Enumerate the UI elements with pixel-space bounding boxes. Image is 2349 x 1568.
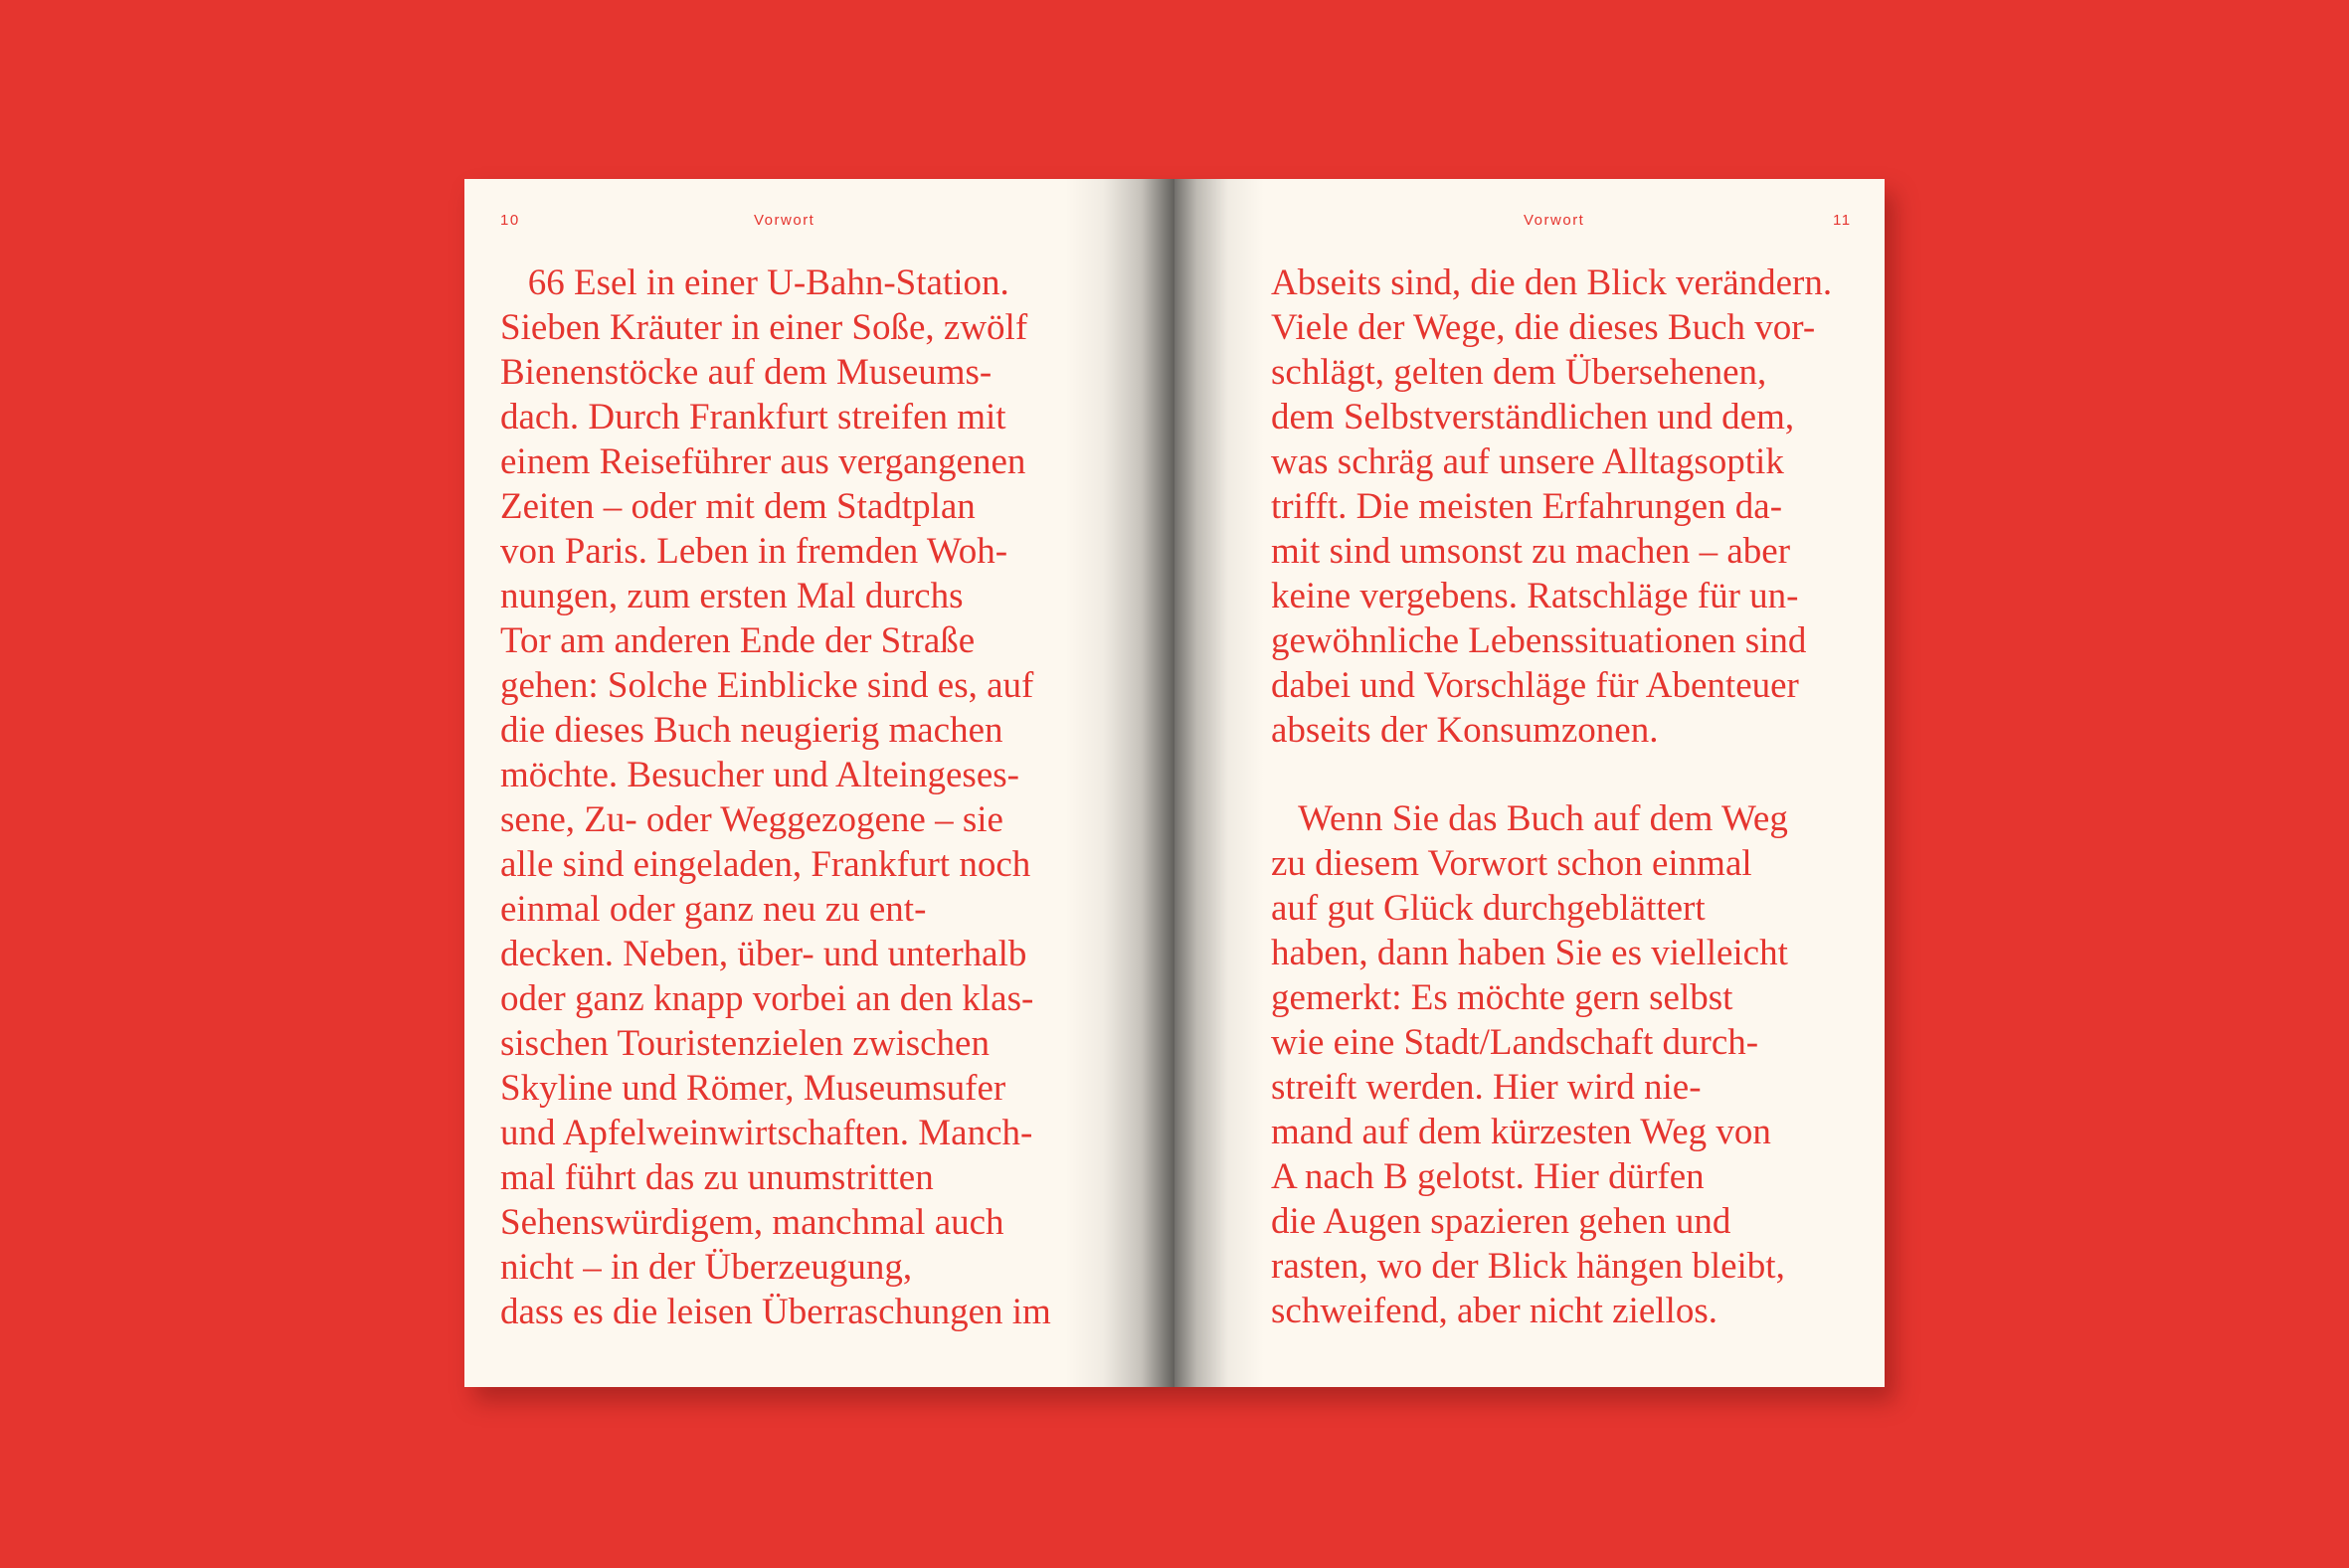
text-line: schlägt, gelten dem Übersehenen,	[1271, 352, 1767, 393]
text-line: oder ganz knapp vorbei an den klas-	[500, 978, 1034, 1019]
text-line: was schräg auf unsere Alltagsoptik	[1271, 441, 1784, 482]
text-line: und Apfelweinwirtschaften. Manch-	[500, 1113, 1033, 1153]
text-line: schweifend, aber nicht ziellos.	[1271, 1291, 1717, 1331]
text-line: rasten, wo der Blick hängen bleibt,	[1271, 1246, 1785, 1287]
text-line: mand auf dem kürzesten Weg von	[1271, 1112, 1771, 1152]
left-running-head: Vorwort	[754, 212, 815, 229]
text-line: Tor am anderen Ende der Straße	[500, 620, 976, 661]
text-line: Zeiten – oder mit dem Stadtplan	[500, 486, 976, 527]
right-running-head: Vorwort	[1524, 212, 1585, 229]
text-line: mit sind umsonst zu machen – aber	[1271, 531, 1791, 572]
text-line: dach. Durch Frankfurt streifen mit	[500, 397, 1006, 437]
text-line: von Paris. Leben in fremden Woh-	[500, 531, 1008, 572]
text-line: Wenn Sie das Buch auf dem Weg	[1271, 798, 1788, 839]
left-body-text	[500, 261, 1051, 1334]
text-line: dass es die leisen Überraschungen im	[500, 1292, 1051, 1332]
text-line: nicht – in der Überzeugung,	[500, 1247, 913, 1288]
text-line: A nach B gelotst. Hier dürfen	[1271, 1156, 1705, 1197]
text-line: die Augen spazieren gehen und	[1271, 1201, 1731, 1242]
text-line: auf gut Glück durchgeblättert	[1271, 888, 1706, 929]
text-line: haben, dann haben Sie es vielleicht	[1271, 933, 1788, 973]
text-line: 66 Esel in einer U-Bahn-Station.	[500, 262, 1009, 303]
text-line: sischen Touristenzielen zwischen	[500, 1023, 990, 1064]
text-line: Viele der Wege, die dieses Buch vor-	[1271, 307, 1816, 348]
right-body-paragraph-2	[1271, 796, 1788, 1333]
text-line: Bienenstöcke auf dem Museums-	[500, 352, 993, 393]
text-line: die dieses Buch neugierig machen	[500, 710, 1003, 751]
text-line: zu diesem Vorwort schon einmal	[1271, 843, 1752, 884]
text-line: Skyline und Römer, Museumsufer	[500, 1068, 1006, 1109]
text-line: sene, Zu- oder Weggezogene – sie	[500, 799, 1003, 840]
text-line: gewöhnliche Lebenssituationen sind	[1271, 620, 1807, 661]
right-page-number: 11	[1833, 212, 1852, 229]
right-body-paragraph-1	[1271, 261, 1832, 753]
text-line: Abseits sind, die den Blick verändern.	[1271, 262, 1833, 303]
text-line: gemerkt: Es möchte gern selbst	[1271, 977, 1733, 1018]
text-line: einem Reiseführer aus vergangenen	[500, 441, 1026, 482]
text-line: gehen: Solche Einblicke sind es, auf	[500, 665, 1034, 706]
text-line: dem Selbstverständlichen und dem,	[1271, 397, 1795, 437]
text-line: Sieben Kräuter in einer Soße, zwölf	[500, 307, 1028, 348]
text-line: nungen, zum ersten Mal durchs	[500, 576, 964, 616]
text-line: alle sind eingeladen, Frankfurt noch	[500, 844, 1031, 885]
text-line: dabei und Vorschläge für Abenteuer	[1271, 665, 1799, 706]
text-line: abseits der Konsumzonen.	[1271, 710, 1659, 751]
text-line: möchte. Besucher und Alteingeses-	[500, 755, 1019, 795]
text-line: Sehenswürdigem, manchmal auch	[500, 1202, 1004, 1243]
text-line: mal führt das zu unumstritten	[500, 1157, 934, 1198]
text-line: trifft. Die meisten Erfahrungen da-	[1271, 486, 1783, 527]
left-page-number: 10	[500, 212, 520, 229]
text-line: streift werden. Hier wird nie-	[1271, 1067, 1702, 1108]
text-line: einmal oder ganz neu zu ent-	[500, 889, 927, 930]
text-line: decken. Neben, über- und unterhalb	[500, 934, 1027, 974]
text-line: keine vergebens. Ratschläge für un-	[1271, 576, 1799, 616]
text-line: wie eine Stadt/Landschaft durch-	[1271, 1022, 1759, 1063]
